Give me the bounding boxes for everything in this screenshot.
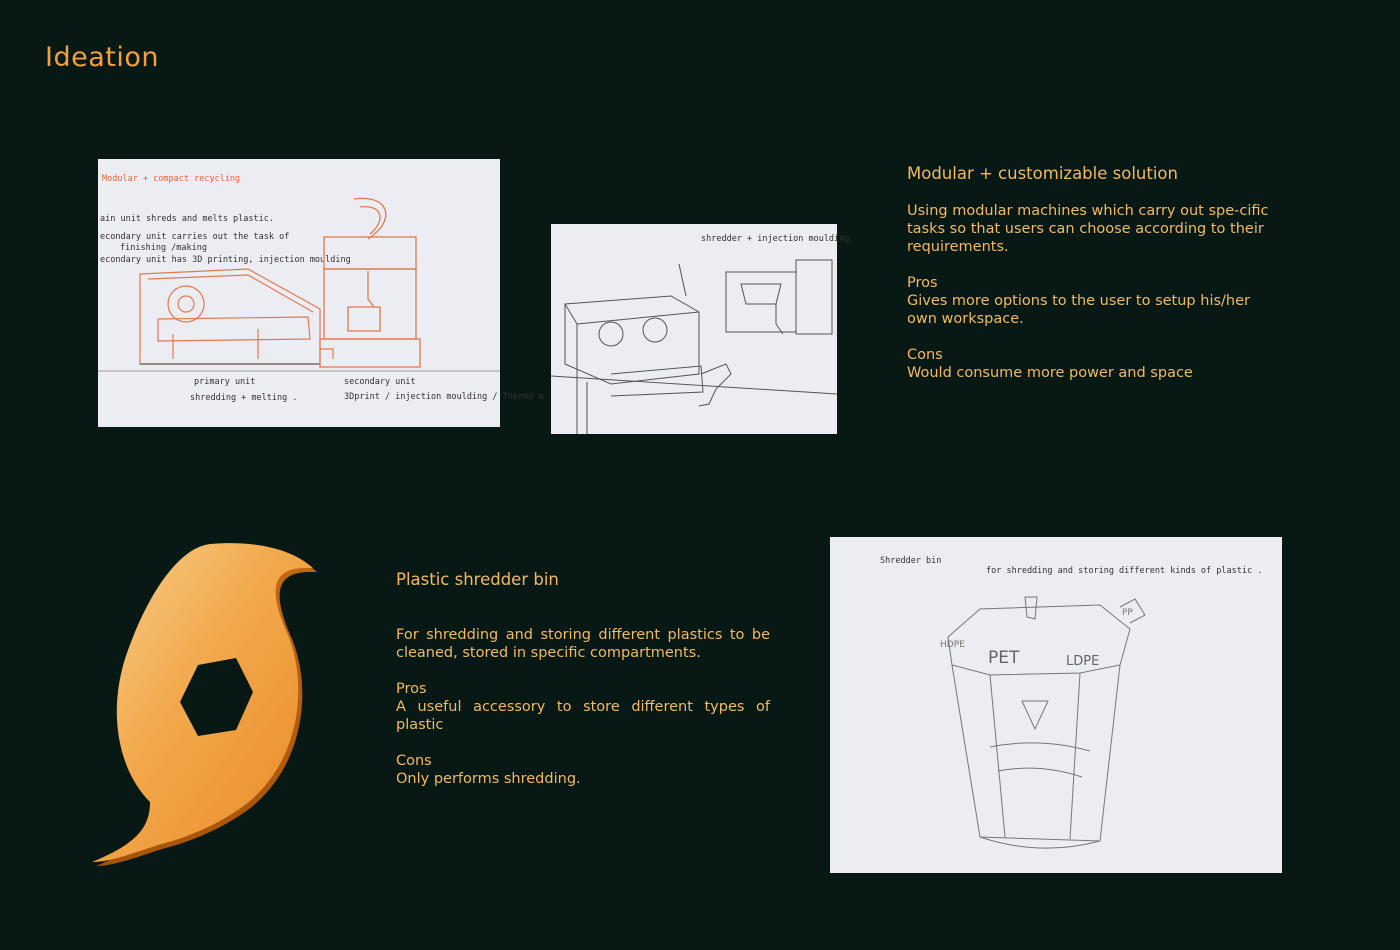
sketch1-note-1: ain unit shreds and melts plastic. bbox=[100, 214, 274, 224]
modular-solution-text bbox=[907, 165, 1277, 400]
modular-cons-label: Cons bbox=[907, 347, 943, 363]
modular-pros-label: Pros bbox=[907, 275, 938, 291]
modular-cons-text: Would consume more power and space bbox=[907, 365, 1193, 381]
shredder-blade-icon bbox=[88, 540, 318, 870]
modular-solution-heading: Modular + customizable solution bbox=[907, 164, 1178, 183]
shredder-bin-text bbox=[396, 571, 770, 806]
shredder-pros-text: A useful accessory to store different types of plastic bbox=[396, 699, 770, 733]
shredder-bin-sketch bbox=[830, 537, 1282, 873]
shredder-pros-label: Pros bbox=[396, 681, 427, 697]
sketch2-caption: shredder + injection moulding bbox=[701, 234, 850, 244]
sketch-shredder-injection bbox=[551, 224, 850, 434]
sketch1-note-2: econdary unit carries out the task of bbox=[100, 232, 290, 242]
sketch-shredder-bin bbox=[830, 537, 1282, 873]
sketch3-label-pet: PET bbox=[988, 648, 1020, 668]
shredder-cons-text: Only performs shredding. bbox=[396, 771, 581, 787]
sketch1-note-3: finishing /making bbox=[120, 243, 207, 253]
sketch-modular-compact bbox=[98, 159, 544, 427]
modular-machine-sketch bbox=[98, 159, 544, 427]
sketch1-title: Modular + compact recycling bbox=[102, 174, 241, 184]
shredder-bin-heading: Plastic shredder bin bbox=[396, 570, 559, 589]
sketch1-label-secondary: secondary unit bbox=[344, 377, 416, 387]
sketch3-title: Shredder bin bbox=[880, 556, 942, 566]
sketch1-label-primary-sub: shredding + melting . bbox=[190, 393, 298, 403]
modular-pros-text: Gives more options to the user to setup his/her own workspace. bbox=[907, 293, 1250, 327]
modular-solution-description: Using modular machines which carry out spe-cific tasks so that users can choose according to their requirements. bbox=[907, 203, 1269, 255]
page-title: Ideation bbox=[45, 42, 159, 73]
shredder-bin-description: For shredding and storing different plastics to be cleaned, stored in specific compartments. bbox=[396, 627, 770, 661]
sketch3-label-ldpe: LDPE bbox=[1066, 654, 1100, 669]
sketch1-note-4: econdary unit has 3D printing, injection moulding bbox=[100, 255, 351, 265]
shredder-cons-label: Cons bbox=[396, 753, 432, 769]
sketch3-label-pp: PP bbox=[1122, 608, 1133, 618]
shredder-injection-sketch bbox=[551, 224, 850, 434]
sketch1-label-secondary-sub: 3Dprint / injection moulding / Thermo m bbox=[344, 392, 544, 402]
sketch3-subtitle: for shredding and storing different kinds of plastic . bbox=[986, 566, 1263, 576]
sketch3-label-hdpe: HDPE bbox=[940, 640, 965, 650]
sketch1-label-primary: primary unit bbox=[194, 377, 256, 387]
